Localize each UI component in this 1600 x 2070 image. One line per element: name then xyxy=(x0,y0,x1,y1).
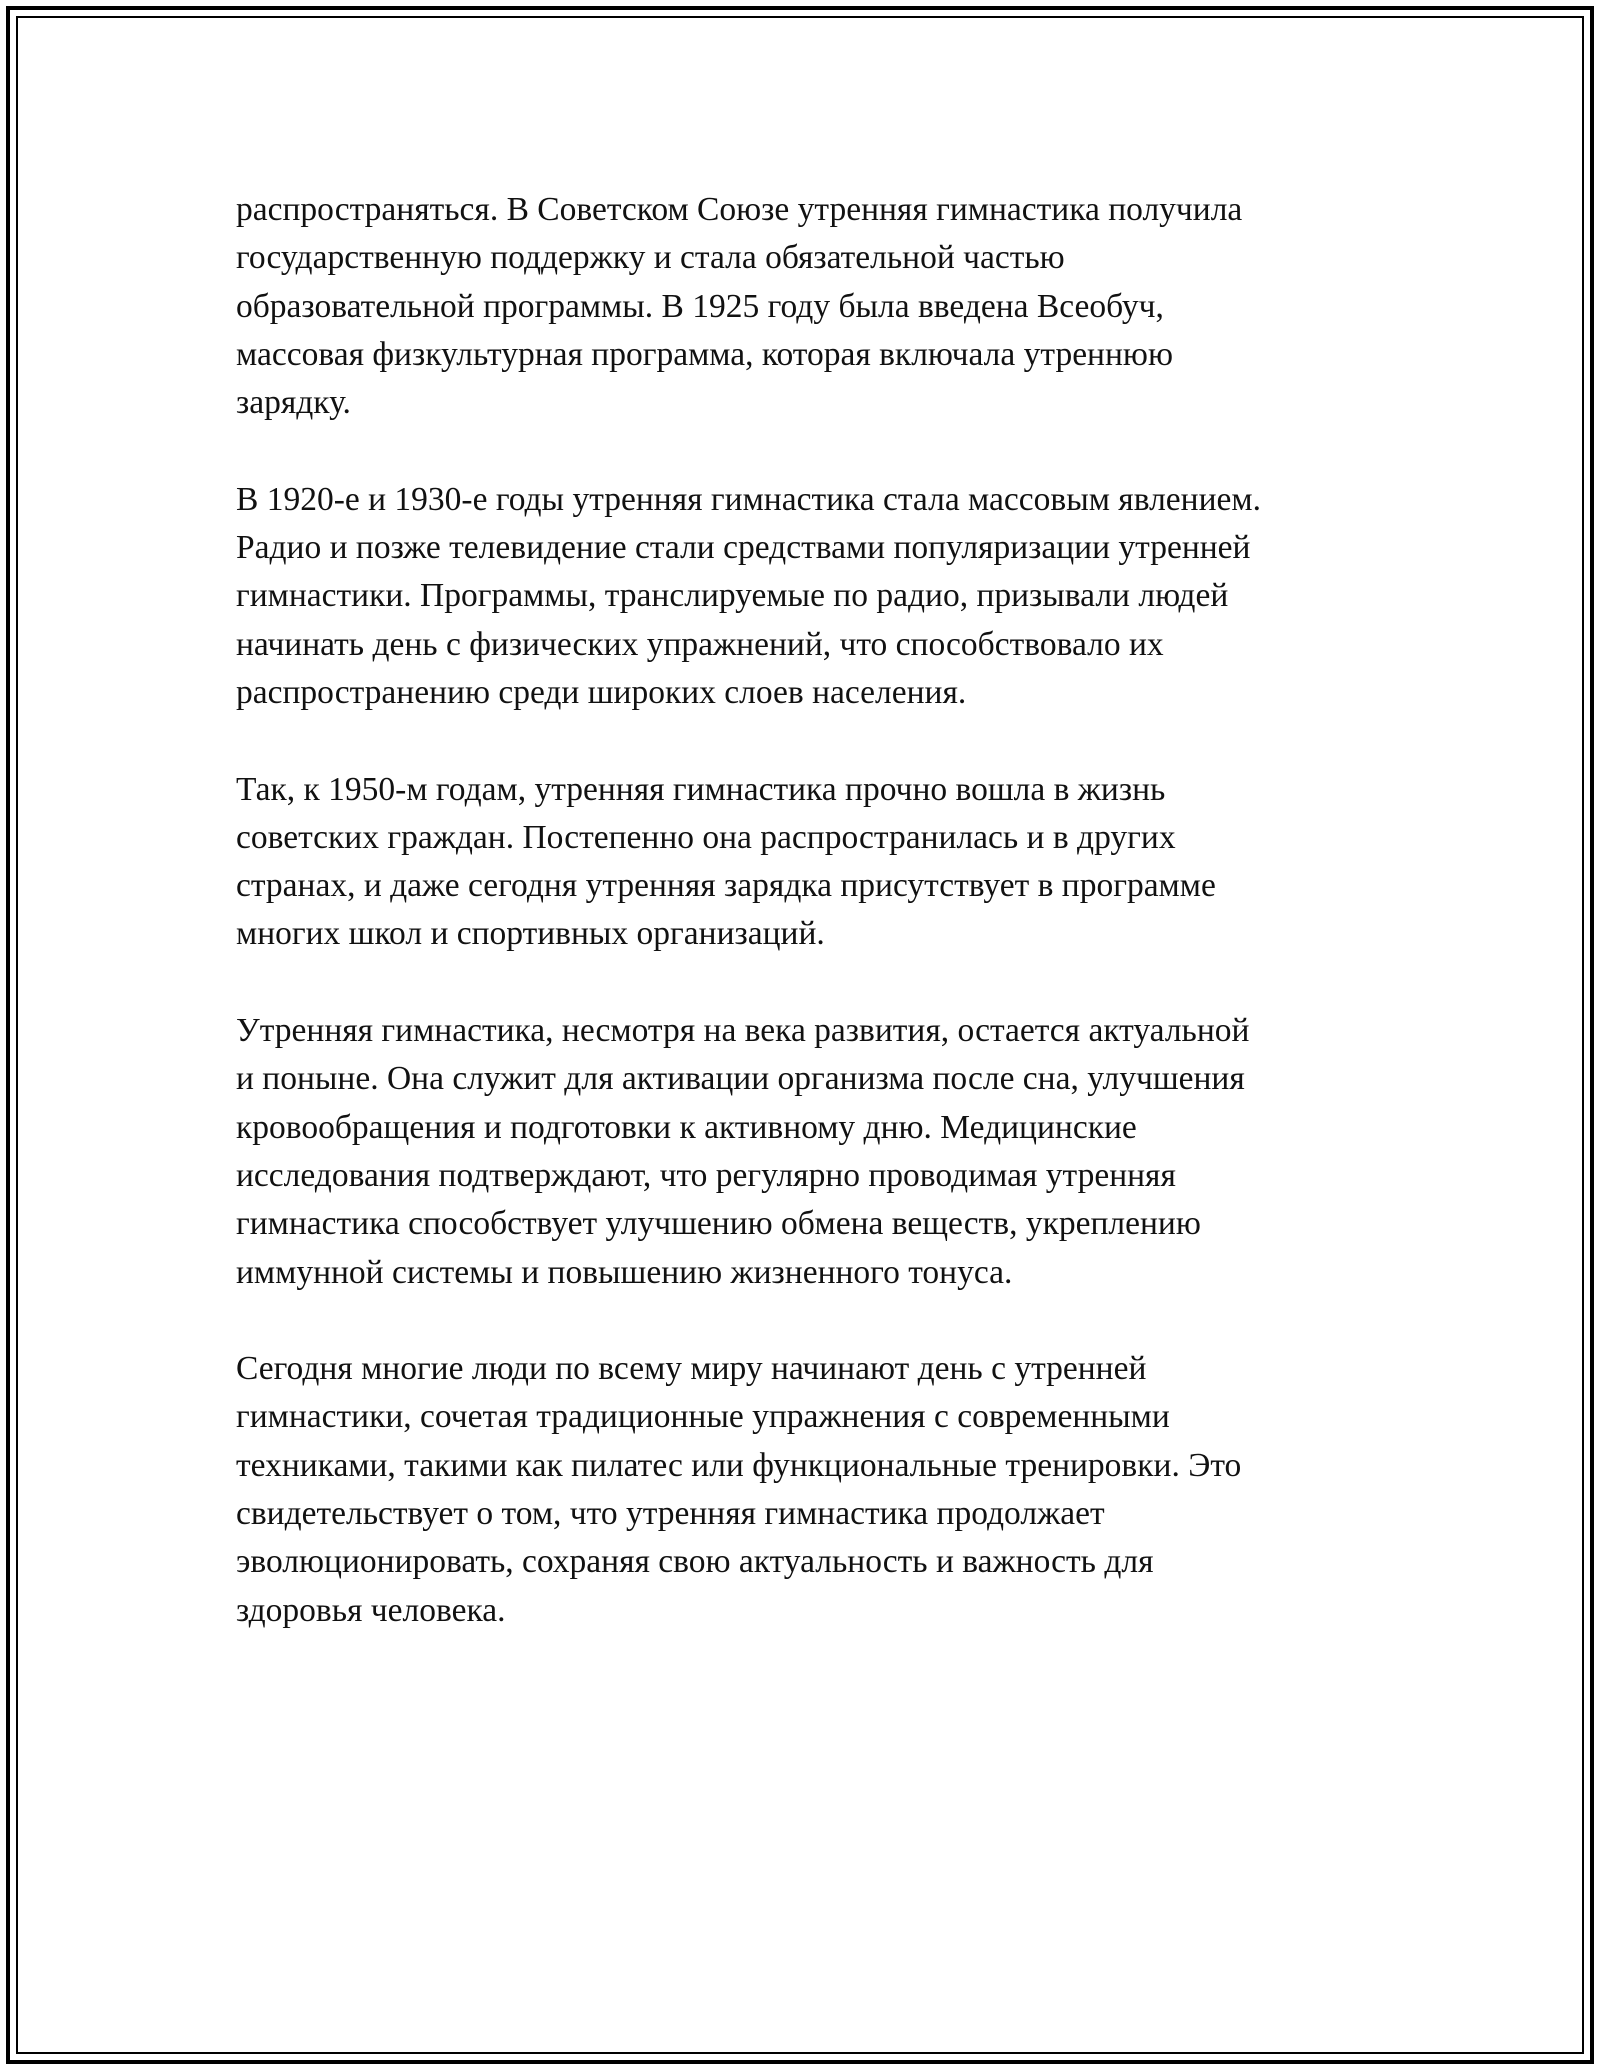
text-line: Утренняя гимнастика, несмотря на века развития, остается актуальной xyxy=(236,1012,1250,1050)
text-line: распространяться. В Советском Союзе утренняя гимнастика получила xyxy=(236,191,1243,228)
text-line: исследования подтверждают, что регулярно проводимая утренняя xyxy=(236,1156,1176,1194)
text-line: кровообращения и подготовки к активному дню. Медицинские xyxy=(236,1108,1137,1146)
paragraph xyxy=(236,1007,1376,1297)
text-line: гимнастики, сочетая традиционные упражнения с современными xyxy=(236,1398,1170,1436)
text-line: свидетельствует о том, что утренняя гимнастика продолжает xyxy=(236,1495,1105,1533)
text-line: советских граждан. Постепенно она распространилась и в других xyxy=(236,818,1176,856)
text-line: Сегодня многие люди по всему миру начинают день с утренней xyxy=(236,1350,1147,1388)
text-line: эволюционировать, сохраняя свою актуальность и важность для xyxy=(236,1543,1154,1581)
text-line: массовая физкультурная программа, которая включала утреннюю xyxy=(236,335,1173,373)
paragraph-gap xyxy=(236,427,1376,475)
text-line: здоровья человека. xyxy=(236,1591,506,1629)
text-line: распространению среди широких слоев населения. xyxy=(236,673,967,711)
paragraph-gap xyxy=(236,959,1376,1007)
text-line: и поныне. Она служит для активации организма после сна, улучшения xyxy=(236,1060,1245,1098)
paragraph-gap xyxy=(236,1297,1376,1345)
paragraph xyxy=(236,476,1376,717)
paragraph xyxy=(236,766,1376,959)
paragraph xyxy=(236,1345,1376,1635)
text-line: образовательной программы. В 1925 году была введена Всеобуч, xyxy=(236,287,1164,325)
text-line: гимнастики. Программы, транслируемые по радио, призывали людей xyxy=(236,577,1229,615)
text-line: В 1920-е и 1930-е годы утренняя гимнастика стала массовым явлением. xyxy=(236,480,1261,518)
text-line: зарядку. xyxy=(236,384,351,422)
paragraph xyxy=(236,186,1376,427)
text-line: государственную поддержку и стала обязательной частью xyxy=(236,239,1065,277)
text-line: Радио и позже телевидение стали средствами популяризации утренней xyxy=(236,529,1251,567)
document-body xyxy=(236,186,1376,1635)
text-line: гимнастика способствует улучшению обмена веществ, укреплению xyxy=(236,1205,1201,1243)
paragraph-gap xyxy=(236,717,1376,765)
text-line: начинать день с физических упражнений, что способствовало их xyxy=(236,625,1164,663)
text-line: Так, к 1950-м годам, утренняя гимнастика прочно вошла в жизнь xyxy=(236,770,1166,808)
text-line: многих школ и спортивных организаций. xyxy=(236,915,825,953)
text-line: техниками, такими как пилатес или функциональные тренировки. Это xyxy=(236,1446,1242,1484)
text-line: иммунной системы и повышению жизненного тонуса. xyxy=(236,1253,1013,1291)
text-line: странах, и даже сегодня утренняя зарядка присутствует в программе xyxy=(236,867,1216,905)
